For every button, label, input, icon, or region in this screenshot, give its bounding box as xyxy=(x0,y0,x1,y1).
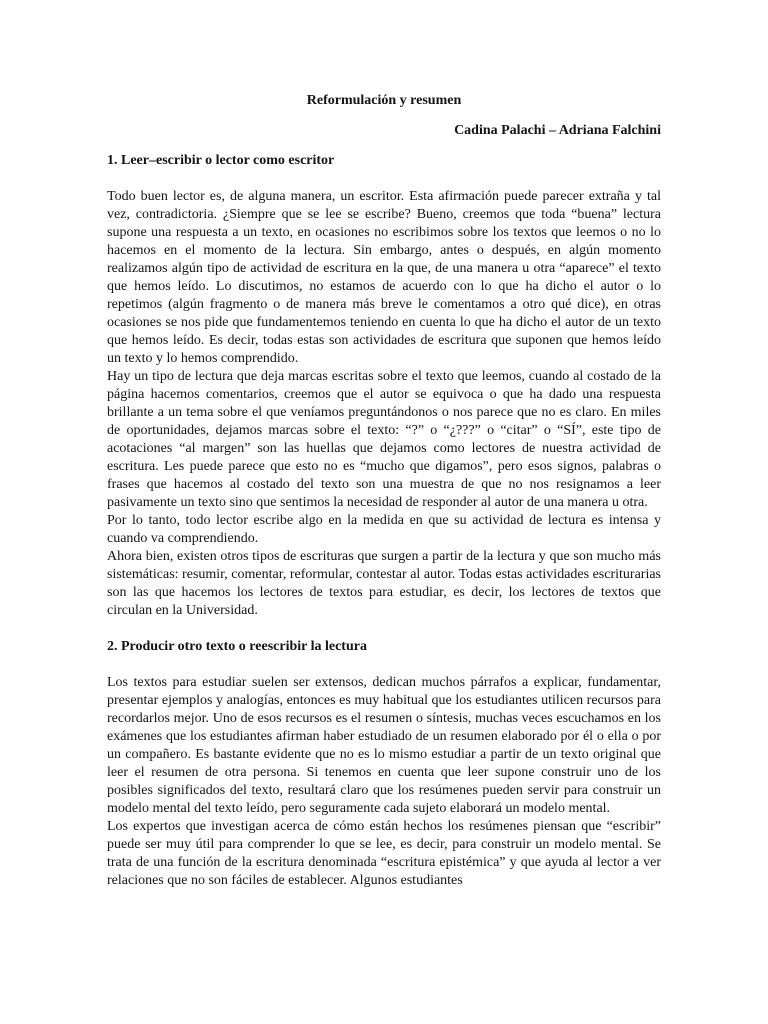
document-authors: Cadina Palachi – Adriana Falchini xyxy=(454,123,661,138)
section-1 xyxy=(107,152,661,620)
paragraph: Todo buen lector es, de alguna manera, un escritor. Esta afirmación puede parecer extraña y tal vez, contradictoria. ¿Siempre que se lee se escribe? Bueno, creemos que toda “buena” lectura supone una respuesta a un texto, en ocasiones no escribimos sobre los textos que leemos o no lo hacemos en el momento de la lectura. Sin embargo, antes o después, en algún momento realizamos algún tipo de actividad de escritura en la que, de una manera u otra “aparece” el texto que hemos leído. Lo discutimos, no estamos de acuerdo con lo que ha dicho el autor o lo repetimos (algún fragmento o de manera más breve le comentamos a otro qué dice), en otras ocasiones se nos pide que fundamentemos teniendo en cuenta lo que ha dicho el autor de un texto que hemos leído. Es decir, todas estas son actividades de escritura que suponen que hemos leído un texto y lo hemos comprendido. xyxy=(107,189,661,366)
section-2 xyxy=(107,638,661,890)
paragraph: Ahora bien, existen otros tipos de escrituras que surgen a partir de la lectura y que son mucho más sistemáticas: resumir, comentar, reformular, contestar al autor. Todas estas actividades escriturarias son las que hacemos los lectores de textos para estudiar, es decir, los lectores de textos que circulan en la Universidad. xyxy=(107,549,661,618)
document-page xyxy=(107,92,661,890)
paragraph: Los textos para estudiar suelen ser extensos, dedican muchos párrafos a explicar, fundamentar, presentar ejemplos y analogías, entonces es muy habitual que los estudiantes utilicen recursos para recordarlos mejor. Uno de esos recursos es el resumen o síntesis, muchas veces escuchamos en los exámenes que los estudiantes afirman haber estudiado de un resumen elaborado por él o ella o por un compañero. Es bastante evidente que no es lo mismo estudiar a partir de un texto original que leer el resumen de otra persona. Si tenemos en cuenta que leer supone construir uno de los posibles significados del texto, resultará claro que los resúmenes pueden servir para construir un modelo mental del texto leído, pero seguramente cada sujeto elaborará un modelo mental. xyxy=(107,675,661,816)
document-title: Reformulación y resumen xyxy=(306,93,462,108)
paragraph: Por lo tanto, todo lector escribe algo en la medida en que su actividad de lectura es intensa y cuando va comprendiendo. xyxy=(107,513,661,546)
section-heading: 1. Leer–escribir o lector como escritor xyxy=(107,153,335,168)
paragraph: Hay un tipo de lectura que deja marcas escritas sobre el texto que leemos, cuando al costado de la página hacemos comentarios, creemos que el autor se equivoca o que ha dado una respuesta brillante a un tema sobre el que veníamos preguntándonos o nos parece que no es claro. En miles de oportunidades, dejamos marcas sobre el texto: “?” o “¿???” o “citar” o “SÍ”, este tipo de acotaciones “al margen” son las huellas que dejamos como lectores de nuestra actividad de escritura. Les puede parece que esto no es “mucho que digamos”, pero esos signos, palabras o frases que hacemos al costado del texto son una muestra de que no nos resignamos a leer pasivamente un texto sino que sentimos la necesidad de responder al autor de una manera u otra. xyxy=(107,369,661,510)
section-heading: 2. Producir otro texto o reescribir la lectura xyxy=(107,639,367,654)
paragraph: Los expertos que investigan acerca de cómo están hechos los resúmenes piensan que “escribir” puede ser muy útil para comprender lo que se lee, es decir, para construir un modelo mental. Se trata de una función de la escritura denominada “escritura epistémica” y que ayuda al lector a ver relaciones que no son fáciles de establecer. Algunos estudiantes xyxy=(107,819,661,888)
